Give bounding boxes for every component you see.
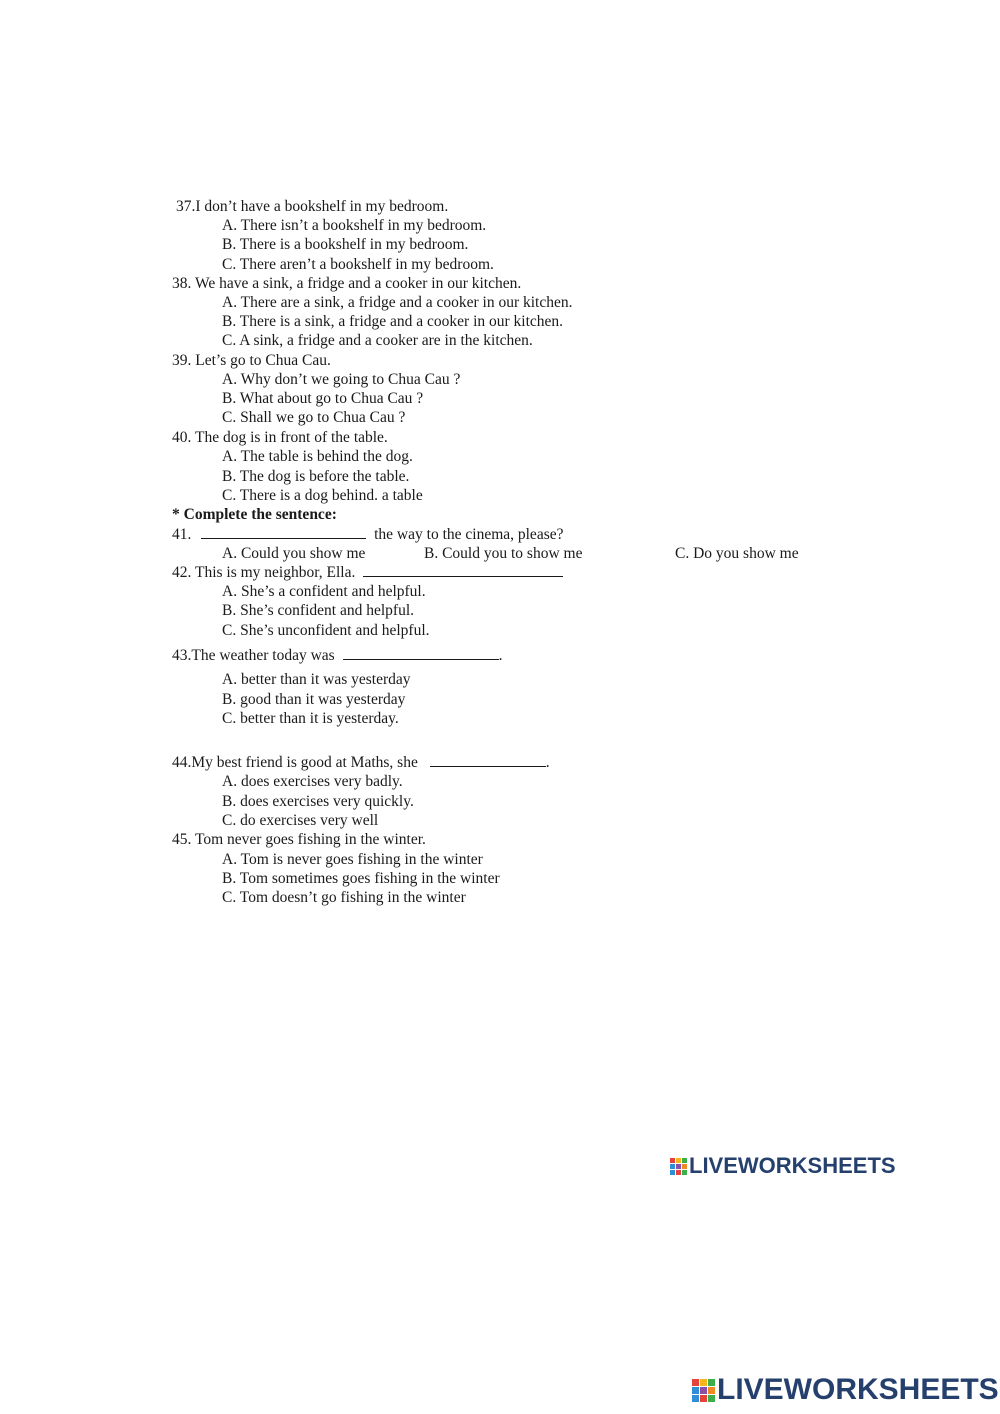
question-43-option-a: A. better than it was yesterday bbox=[222, 671, 411, 688]
question-45-option-a: A. Tom is never goes fishing in the winter bbox=[222, 851, 483, 868]
question-37-option-a: A. There isn’t a bookshelf in my bedroom. bbox=[222, 217, 487, 234]
question-42-text: 42. This is my neighbor, Ella. bbox=[172, 564, 356, 581]
question-43-option-b: B. good than it was yesterday bbox=[222, 691, 406, 708]
question-42-option-c: C. She’s unconfident and helpful. bbox=[222, 622, 430, 639]
question-41-text: the way to the cinema, please? bbox=[374, 526, 564, 543]
liveworksheets-logo-icon bbox=[670, 1158, 687, 1175]
question-45: 45. Tom never goes fishing in the winter. bbox=[172, 831, 426, 848]
logo-square bbox=[682, 1170, 687, 1175]
logo-square bbox=[692, 1379, 699, 1386]
logo-square bbox=[670, 1158, 675, 1163]
logo-square bbox=[708, 1395, 715, 1402]
logo-square bbox=[670, 1170, 675, 1175]
question-38-option-c: C. A sink, a fridge and a cooker are in the kitchen. bbox=[222, 332, 533, 349]
worksheet-logo-text: LIVEWORKSHEETS bbox=[689, 1153, 896, 1178]
question-38-option-b: B. There is a sink, a fridge and a cooker in our kitchen. bbox=[222, 313, 564, 330]
logo-square bbox=[708, 1379, 715, 1386]
question-45-option-c: C. Tom doesn’t go fishing in the winter bbox=[222, 889, 466, 906]
question-45-option-b: B. Tom sometimes goes fishing in the winter bbox=[222, 870, 500, 887]
logo-square bbox=[676, 1158, 681, 1163]
question-39: 39. Let’s go to Chua Cau. bbox=[172, 352, 331, 369]
logo-square bbox=[676, 1170, 681, 1175]
logo-square bbox=[676, 1164, 681, 1169]
question-40-option-a: A. The table is behind the dog. bbox=[222, 448, 413, 465]
question-43-text: 43.The weather today was bbox=[172, 647, 335, 664]
question-41-number: 41. bbox=[172, 526, 192, 543]
question-41 bbox=[172, 525, 564, 544]
question-38: 38. We have a sink, a fridge and a cooker in our kitchen. bbox=[172, 275, 522, 292]
logo-square bbox=[682, 1158, 687, 1163]
question-43-option-c: C. better than it is yesterday. bbox=[222, 710, 399, 727]
question-39-option-c: C. Shall we go to Chua Cau ? bbox=[222, 409, 406, 426]
logo-square bbox=[670, 1164, 675, 1169]
question-41-blank[interactable] bbox=[201, 525, 366, 539]
question-43-period: . bbox=[498, 647, 503, 664]
question-42-blank[interactable] bbox=[363, 563, 563, 577]
question-39-option-b: B. What about go to Chua Cau ? bbox=[222, 390, 424, 407]
question-37-option-b: B. There is a bookshelf in my bedroom. bbox=[222, 236, 469, 253]
footer-logo-text: LIVEWORKSHEETS bbox=[717, 1373, 999, 1406]
question-43 bbox=[172, 646, 502, 665]
question-41-option-c: C. Do you show me bbox=[675, 545, 799, 562]
logo-square bbox=[692, 1387, 699, 1394]
question-42-option-a: A. She’s a confident and helpful. bbox=[222, 583, 426, 600]
section-heading: * Complete the sentence: bbox=[172, 506, 337, 523]
footer-logo bbox=[692, 1373, 999, 1407]
question-40: 40. The dog is in front of the table. bbox=[172, 429, 388, 446]
question-44-option-a: A. does exercises very badly. bbox=[222, 773, 403, 790]
question-43-blank[interactable] bbox=[343, 646, 499, 660]
worksheet-logo bbox=[670, 1153, 896, 1179]
logo-square bbox=[692, 1395, 699, 1402]
question-41-option-a: A. Could you show me bbox=[222, 545, 366, 562]
question-38-option-a: A. There are a sink, a fridge and a cooker in our kitchen. bbox=[222, 294, 573, 311]
logo-square bbox=[682, 1164, 687, 1169]
question-42-option-b: B. She’s confident and helpful. bbox=[222, 602, 414, 619]
question-37: 37.I don’t have a bookshelf in my bedroom. bbox=[176, 198, 449, 215]
question-44-text: 44.My best friend is good at Maths, she bbox=[172, 754, 418, 771]
question-40-option-b: B. The dog is before the table. bbox=[222, 468, 410, 485]
question-40-option-c: C. There is a dog behind. a table bbox=[222, 487, 423, 504]
logo-square bbox=[700, 1387, 707, 1394]
question-44-period: . bbox=[545, 754, 550, 771]
logo-square bbox=[708, 1387, 715, 1394]
question-44 bbox=[172, 753, 550, 772]
question-41-option-b: B. Could you to show me bbox=[424, 545, 583, 562]
logo-square bbox=[700, 1379, 707, 1386]
question-39-option-a: A. Why don’t we going to Chua Cau ? bbox=[222, 371, 461, 388]
question-42 bbox=[172, 563, 563, 582]
logo-square bbox=[700, 1395, 707, 1402]
question-44-option-c: C. do exercises very well bbox=[222, 812, 379, 829]
liveworksheets-footer-logo-icon bbox=[692, 1379, 715, 1402]
question-37-option-c: C. There aren’t a bookshelf in my bedroom. bbox=[222, 256, 494, 273]
question-44-blank[interactable] bbox=[430, 753, 546, 767]
question-44-option-b: B. does exercises very quickly. bbox=[222, 793, 414, 810]
